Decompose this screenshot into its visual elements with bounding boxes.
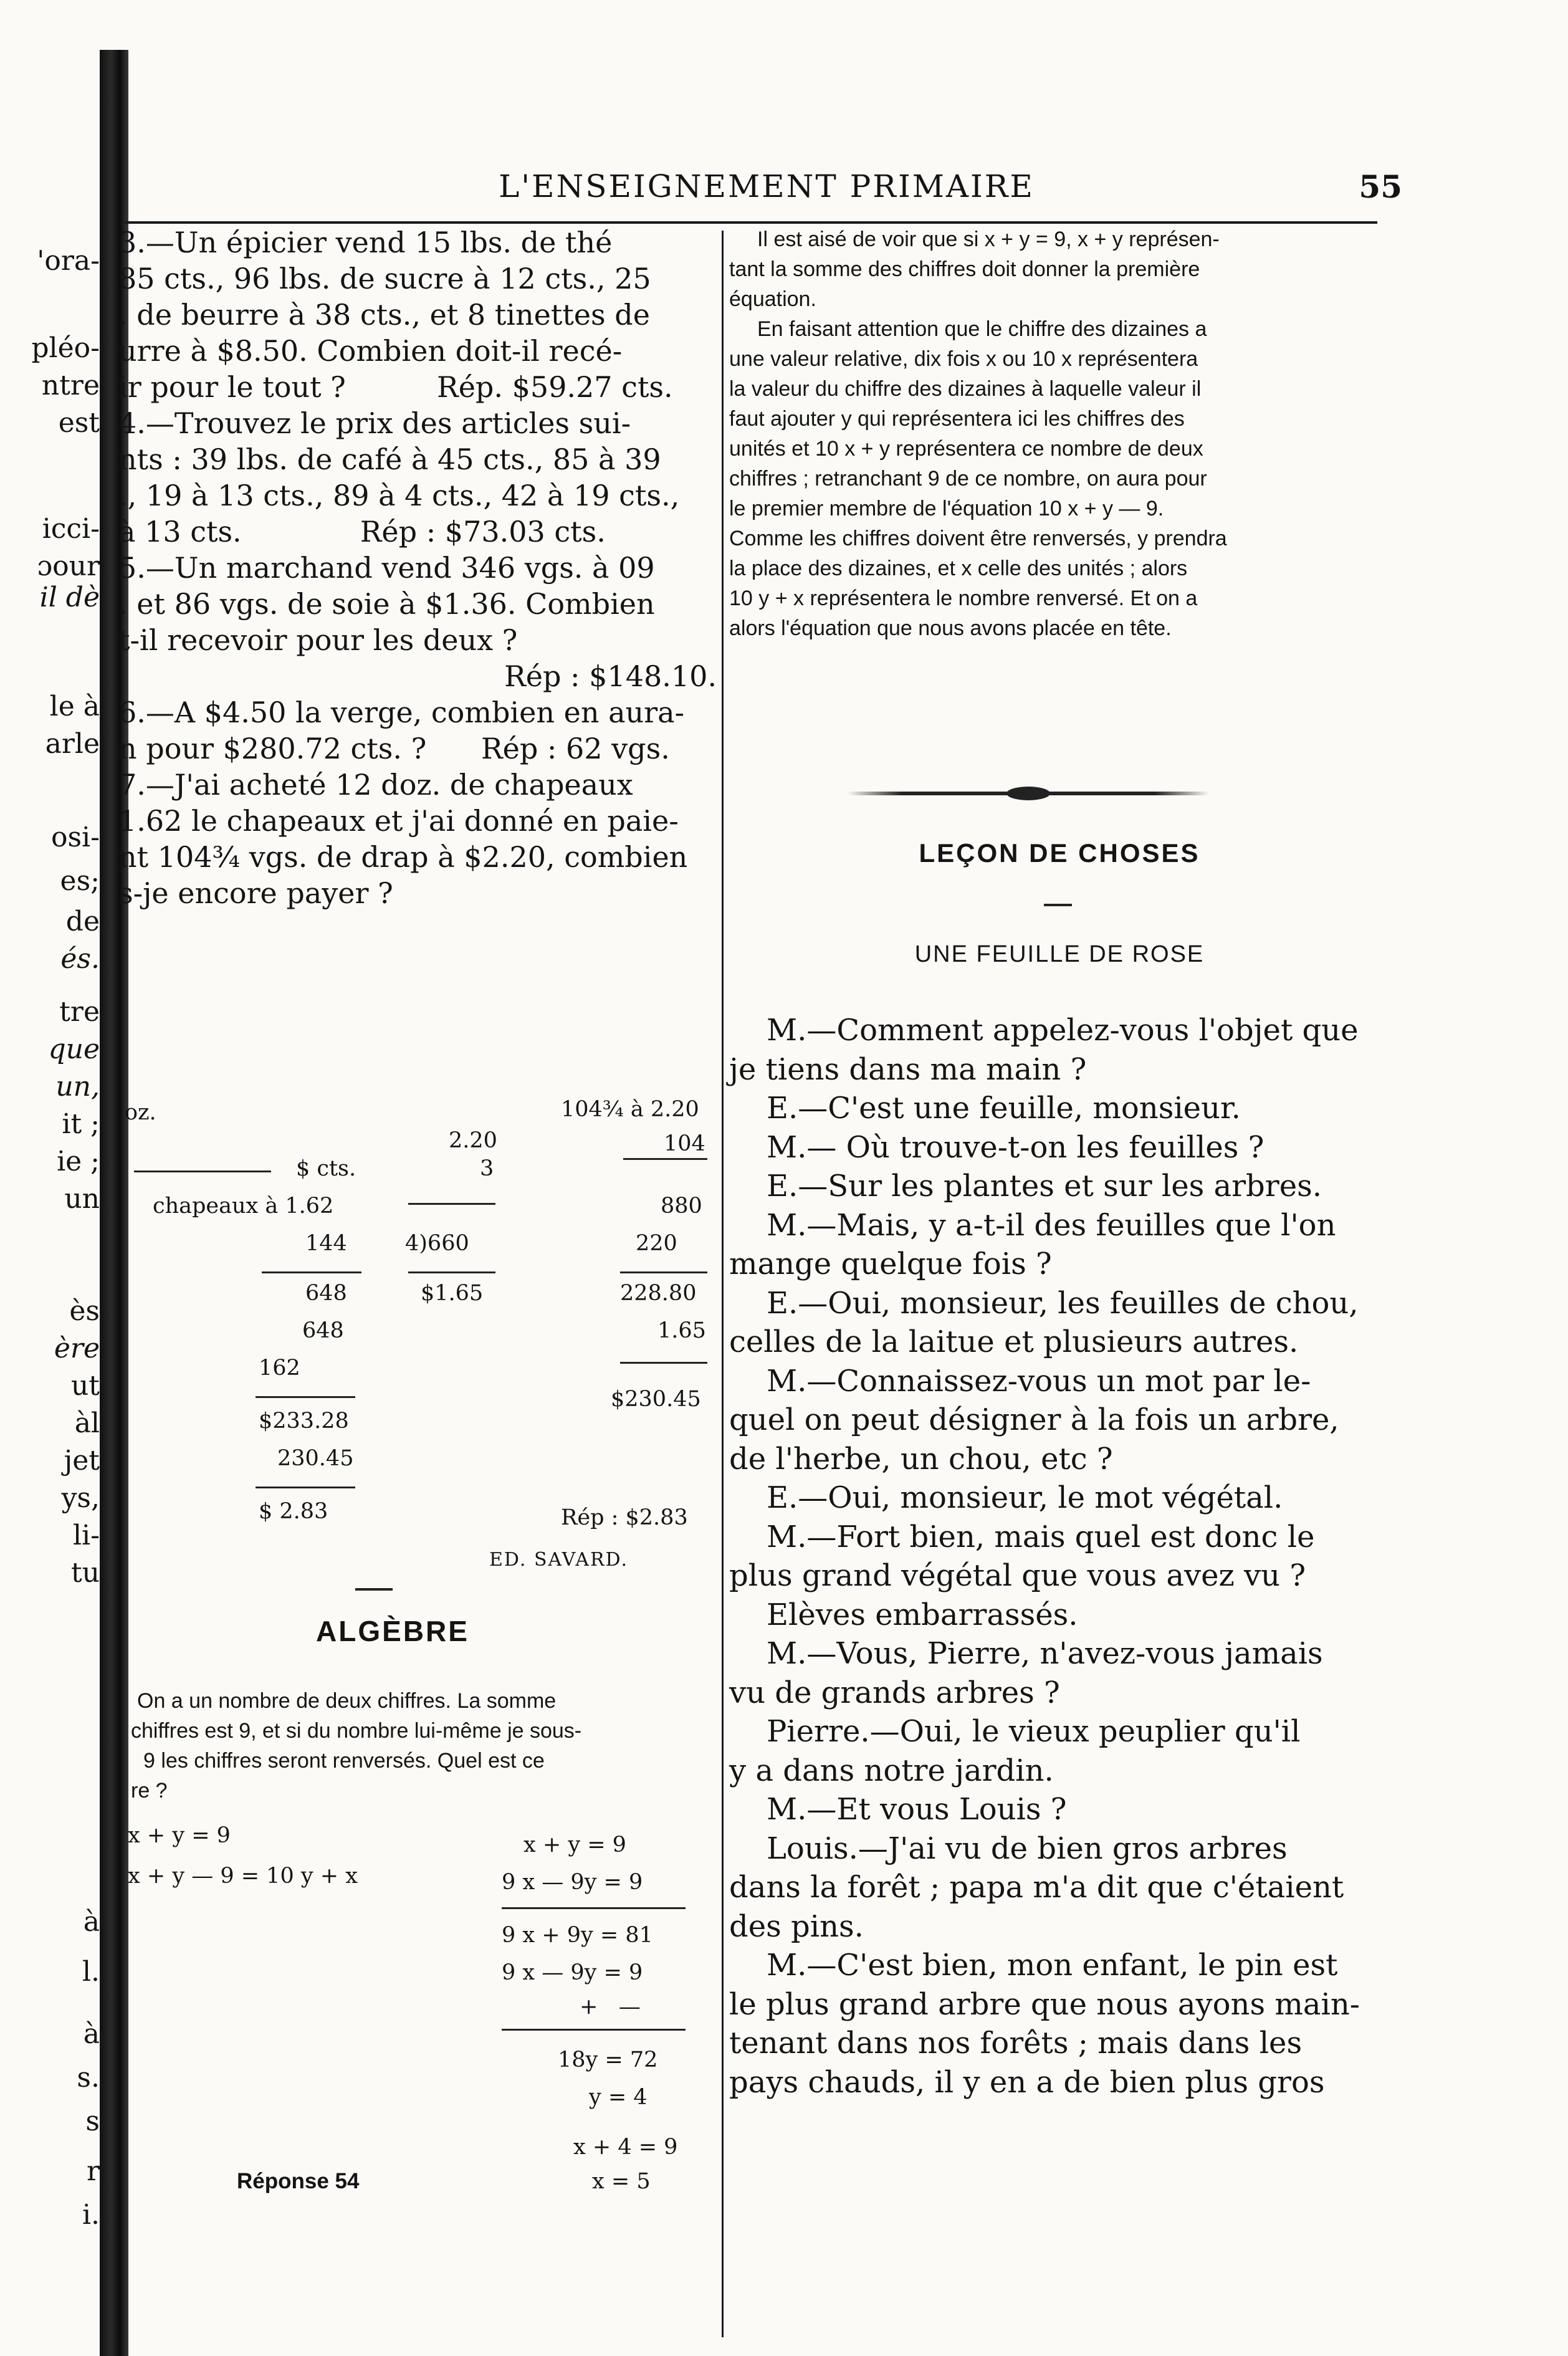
problem-line: 7.—J'ai acheté 12 doz. de chapeaux bbox=[118, 768, 633, 802]
dialogue-line: M.—Fort bien, mais quel est donc le bbox=[767, 1519, 1315, 1554]
problem-line: t-il recevoir pour les deux ? bbox=[118, 623, 518, 657]
algebra-line: chiffres est 9, et si du nombre lui-même je sous- bbox=[131, 1719, 582, 1743]
calc-text: 230.45 bbox=[277, 1446, 354, 1471]
explanation-line: équation. bbox=[729, 287, 816, 311]
margin-fragment: ère bbox=[54, 1333, 100, 1364]
calc-rule bbox=[408, 1271, 495, 1273]
margin-fragment: arle bbox=[45, 728, 100, 760]
margin-fragment: ntre bbox=[41, 370, 100, 401]
margin-fragment: il dè bbox=[39, 582, 100, 613]
calc-text: 648 bbox=[305, 1281, 347, 1306]
dialogue-line: je tiens dans ma main ? bbox=[729, 1051, 1087, 1087]
dialogue-line: E.—Oui, monsieur, les feuilles de chou, bbox=[767, 1285, 1359, 1321]
margin-fragment: r bbox=[86, 2155, 100, 2187]
dialogue-line: pays chauds, il y en a de bien plus gros bbox=[729, 2064, 1325, 2100]
margin-fragment: osi- bbox=[50, 821, 100, 853]
margin-fragment: ut bbox=[70, 1370, 100, 1402]
margin-fragment: est bbox=[58, 407, 100, 439]
explanation-line: En faisant attention que le chiffre des dizaines a bbox=[757, 317, 1207, 341]
dialogue-line: celles de la laitue et plusieurs autres. bbox=[729, 1324, 1299, 1359]
dialogue-line: M.—Comment appelez-vous l'objet que bbox=[767, 1013, 1359, 1048]
calc-text: chapeaux à 1.62 bbox=[153, 1194, 334, 1219]
calc-rule bbox=[134, 1171, 271, 1172]
dialogue-line: Elèves embarrassés. bbox=[767, 1597, 1078, 1632]
calc-rule bbox=[623, 1158, 707, 1160]
problem-line: à 13 cts. Rép : $73.03 cts. bbox=[118, 515, 606, 548]
dialogue-line: E.—Sur les plantes et sur les arbres. bbox=[767, 1169, 1322, 1204]
algebra-intro bbox=[131, 1686, 717, 1806]
ornament-center bbox=[1006, 787, 1050, 800]
dialogue-line: M.—Connaissez-vous un mot par le- bbox=[767, 1363, 1311, 1399]
algebra-line: On a un nombre de deux chiffres. La somme bbox=[137, 1689, 557, 1713]
dialogue-line: dans la forêt ; papa m'a dit que c'étaient bbox=[729, 1870, 1344, 1905]
dialogue-line: M.—Mais, y a-t-il des feuilles que l'on bbox=[767, 1207, 1336, 1243]
margin-fragment: tre bbox=[59, 996, 100, 1028]
problem-line: ., 19 à 13 cts., 89 à 4 cts., 42 à 19 cts., bbox=[118, 479, 680, 512]
dialogue-line: plus grand végétal que vous avez vu ? bbox=[729, 1558, 1306, 1593]
dialogue-line: M.— Où trouve-t-on les feuilles ? bbox=[767, 1129, 1264, 1165]
margin-fragment: 'ora- bbox=[37, 245, 100, 277]
problem-line: 3.—Un épicier vend 15 lbs. de thé bbox=[118, 226, 613, 259]
section-ornament bbox=[355, 1588, 393, 1591]
calc-text: $1.65 bbox=[421, 1281, 484, 1306]
dialogue-line: Pierre.—Oui, le vieux peuplier qu'il bbox=[767, 1714, 1301, 1749]
calc-text: 3 bbox=[480, 1156, 494, 1181]
margin-fragment: que bbox=[48, 1033, 100, 1065]
margin-fragment: de bbox=[65, 906, 100, 937]
algebra-title: ALGÈBRE bbox=[316, 1615, 469, 1647]
facing-page-margin bbox=[0, 0, 100, 2356]
margin-fragment: l. bbox=[82, 1956, 100, 1988]
explanation-line: la place des dizaines, et x celle des unités ; alors bbox=[729, 557, 1188, 580]
margin-fragment: àl bbox=[74, 1407, 100, 1439]
dialogue-line: M.—Vous, Pierre, n'avez-vous jamais bbox=[767, 1636, 1323, 1671]
problem-line: . de beurre à 38 cts., et 8 tinettes de bbox=[118, 298, 650, 332]
algebra-line: 9 les chiffres seront renversés. Quel est ce bbox=[143, 1749, 545, 1773]
lesson-title: LEÇON DE CHOSES bbox=[919, 838, 1200, 868]
calc-text: 162 bbox=[259, 1356, 300, 1381]
margin-fragment: le à bbox=[49, 691, 100, 722]
margin-fragment: tu bbox=[70, 1557, 100, 1589]
calc-text: 880 bbox=[661, 1194, 702, 1219]
problem-line: . et 86 vgs. de soie à $1.36. Combien bbox=[118, 587, 655, 621]
problem-line: 1.62 le chapeaux et j'ai donné en paie- bbox=[118, 804, 679, 838]
calc-text: $ 2.83 bbox=[259, 1499, 328, 1524]
margin-fragment: pléo- bbox=[31, 332, 100, 364]
dialogue-line: E.—C'est une feuille, monsieur. bbox=[767, 1091, 1241, 1126]
margin-fragment: ie ; bbox=[57, 1146, 100, 1177]
explanation-line: la valeur du chiffre des dizaines à laquelle valeur il bbox=[729, 377, 1202, 401]
dialogue-line: Louis.—J'ai vu de bien gros arbres bbox=[767, 1831, 1288, 1866]
problem-answer: Rép : $148.10. bbox=[504, 659, 717, 693]
explanation-line: tant la somme des chiffres doit donner la première bbox=[729, 257, 1200, 281]
calc-text: oz. bbox=[125, 1100, 156, 1125]
problem-line: 4.—Trouvez le prix des articles sui- bbox=[118, 406, 631, 440]
margin-fragment: ys, bbox=[61, 1482, 100, 1514]
margin-fragment: jet bbox=[64, 1445, 100, 1477]
equation-rule bbox=[502, 1907, 686, 1909]
equation: 9 x — 9y = 9 bbox=[502, 1870, 643, 1895]
explanation-line: unités et 10 x + y représentera ce nombre de deux bbox=[729, 437, 1203, 461]
margin-fragment: es; bbox=[60, 865, 100, 897]
explanation-line: chiffres ; retranchant 9 de ce nombre, on aura pour bbox=[729, 467, 1207, 491]
calc-rule bbox=[620, 1362, 707, 1364]
calc-answer: Rép : $2.83 bbox=[561, 1505, 688, 1530]
dialogue-line: le plus grand arbre que nous ayons main- bbox=[729, 1986, 1360, 2022]
margin-fragment: ès bbox=[69, 1295, 100, 1327]
explanation-line: le premier membre de l'équation 10 x + y — 9. bbox=[729, 497, 1164, 520]
lesson-dialogue bbox=[729, 1011, 1390, 2102]
calc-text: $233.28 bbox=[259, 1409, 349, 1434]
algebra-explanation bbox=[729, 224, 1390, 643]
dialogue-line: tenant dans nos forêts ; mais dans les bbox=[729, 2026, 1303, 2061]
margin-fragment: à bbox=[83, 2018, 100, 2050]
header-rule bbox=[125, 221, 1377, 224]
title-ornament bbox=[1044, 904, 1072, 906]
problem-line: n pour $280.72 cts. ? Rép : 62 vgs. bbox=[118, 732, 670, 765]
page-title: L'ENSEIGNEMENT PRIMAIRE bbox=[499, 168, 1035, 204]
margin-fragment: un, bbox=[55, 1071, 100, 1103]
column-divider bbox=[722, 231, 724, 2337]
calc-rule bbox=[620, 1271, 707, 1273]
explanation-line: une valeur relative, dix fois x ou 10 x représentera bbox=[729, 347, 1198, 371]
equation: x + y = 9 bbox=[523, 1832, 626, 1857]
equation-rule bbox=[502, 2029, 686, 2031]
arithmetic-problems bbox=[118, 224, 717, 911]
explanation-line: 10 y + x représentera le nombre renversé. Et on a bbox=[729, 587, 1198, 610]
calc-text: $230.45 bbox=[611, 1387, 701, 1412]
dialogue-line: vu de grands arbres ? bbox=[729, 1675, 1060, 1710]
algebra-answer: Réponse 54 bbox=[237, 2169, 360, 2193]
calc-text: 1.65 bbox=[657, 1318, 706, 1343]
calc-text: 648 bbox=[302, 1318, 344, 1343]
explanation-line: faut ajouter y qui représentera ici les chiffres des bbox=[729, 407, 1185, 431]
equation: 18y = 72 bbox=[558, 2047, 658, 2072]
explanation-line: Comme les chiffres doivent être renversés, y prendra bbox=[729, 527, 1227, 550]
explanation-line: Il est aisé de voir que si x + y = 9, x + y représen- bbox=[757, 227, 1220, 251]
equation: y = 4 bbox=[589, 2085, 648, 2110]
problem-line: urre à $8.50. Combien doit-il recé- bbox=[118, 334, 623, 368]
dialogue-line: E.—Oui, monsieur, le mot végétal. bbox=[767, 1480, 1283, 1515]
calc-text: 220 bbox=[636, 1231, 677, 1256]
calc-rule bbox=[256, 1396, 355, 1398]
running-header bbox=[156, 168, 1402, 212]
margin-fragment: s bbox=[85, 2105, 100, 2137]
equation: + — bbox=[580, 1994, 641, 2019]
algebra-line: re ? bbox=[131, 1779, 168, 1803]
calc-rule bbox=[256, 1487, 355, 1488]
problem-line: 85 cts., 96 lbs. de sucre à 12 cts., 25 bbox=[118, 262, 651, 295]
dialogue-line: quel on peut désigner à la fois un arbre, bbox=[729, 1402, 1339, 1437]
dialogue-line: mange quelque fois ? bbox=[729, 1247, 1052, 1281]
margin-fragment: ɔour bbox=[37, 550, 100, 582]
calc-text: 228.80 bbox=[620, 1281, 697, 1306]
dialogue-line: de l'herbe, un chou, etc ? bbox=[729, 1441, 1113, 1477]
equation: x + 4 = 9 bbox=[573, 2135, 678, 2160]
dialogue-line: M.—Et vous Louis ? bbox=[767, 1792, 1067, 1827]
problem-line: nts : 39 lbs. de café à 45 cts., 85 à 39 bbox=[118, 443, 661, 476]
calc-text: $ cts. bbox=[296, 1156, 356, 1181]
page-number: 55 bbox=[1359, 168, 1402, 205]
margin-fragment: s. bbox=[77, 2062, 100, 2094]
dialogue-line: des pins. bbox=[729, 1908, 864, 1944]
margin-fragment: à bbox=[83, 1906, 100, 1938]
margin-fragment: icci- bbox=[42, 513, 100, 545]
author-signature: ED. SAVARD. bbox=[489, 1549, 629, 1571]
margin-fragment: un bbox=[64, 1183, 100, 1215]
problem-line: ir pour le tout ? Rép. $59.27 cts. bbox=[118, 370, 673, 404]
equation: x + y — 9 = 10 y + x bbox=[128, 1864, 358, 1889]
margin-fragment: li- bbox=[72, 1520, 100, 1551]
calc-text: 104 bbox=[664, 1131, 705, 1156]
problem-line: 5.—Un marchand vend 346 vgs. à 09 bbox=[118, 551, 655, 585]
calc-text: 2.20 bbox=[449, 1128, 497, 1153]
dialogue-line: y a dans notre jardin. bbox=[729, 1753, 1054, 1788]
margin-fragment: i. bbox=[82, 2199, 100, 2231]
calc-text: 144 bbox=[305, 1231, 347, 1256]
margin-fragment: it ; bbox=[62, 1108, 100, 1140]
problem-line: nt 104¾ vgs. de drap à $2.20, combien bbox=[118, 840, 688, 874]
calc-text: 4)660 bbox=[405, 1231, 469, 1256]
equation: 9 x + 9y = 81 bbox=[502, 1923, 653, 1948]
lesson-subtitle: UNE FEUILLE DE ROSE bbox=[914, 941, 1205, 967]
problem-line: 6.—A $4.50 la verge, combien en aura- bbox=[118, 696, 685, 729]
explanation-line: alors l'équation que nous avons placée en tête. bbox=[729, 616, 1172, 640]
right-column bbox=[729, 224, 1390, 643]
dialogue-line: M.—C'est bien, mon enfant, le pin est bbox=[767, 1948, 1338, 1983]
calc-text: 104¾ à 2.20 bbox=[561, 1097, 699, 1122]
margin-fragment: és. bbox=[60, 943, 100, 975]
calc-rule bbox=[408, 1203, 495, 1205]
calc-rule bbox=[262, 1271, 361, 1273]
equation: 9 x — 9y = 9 bbox=[502, 1960, 643, 1985]
equation: x + y = 9 bbox=[128, 1823, 231, 1848]
problem-line: s-je encore payer ? bbox=[118, 876, 393, 910]
equation: x = 5 bbox=[592, 2169, 651, 2194]
